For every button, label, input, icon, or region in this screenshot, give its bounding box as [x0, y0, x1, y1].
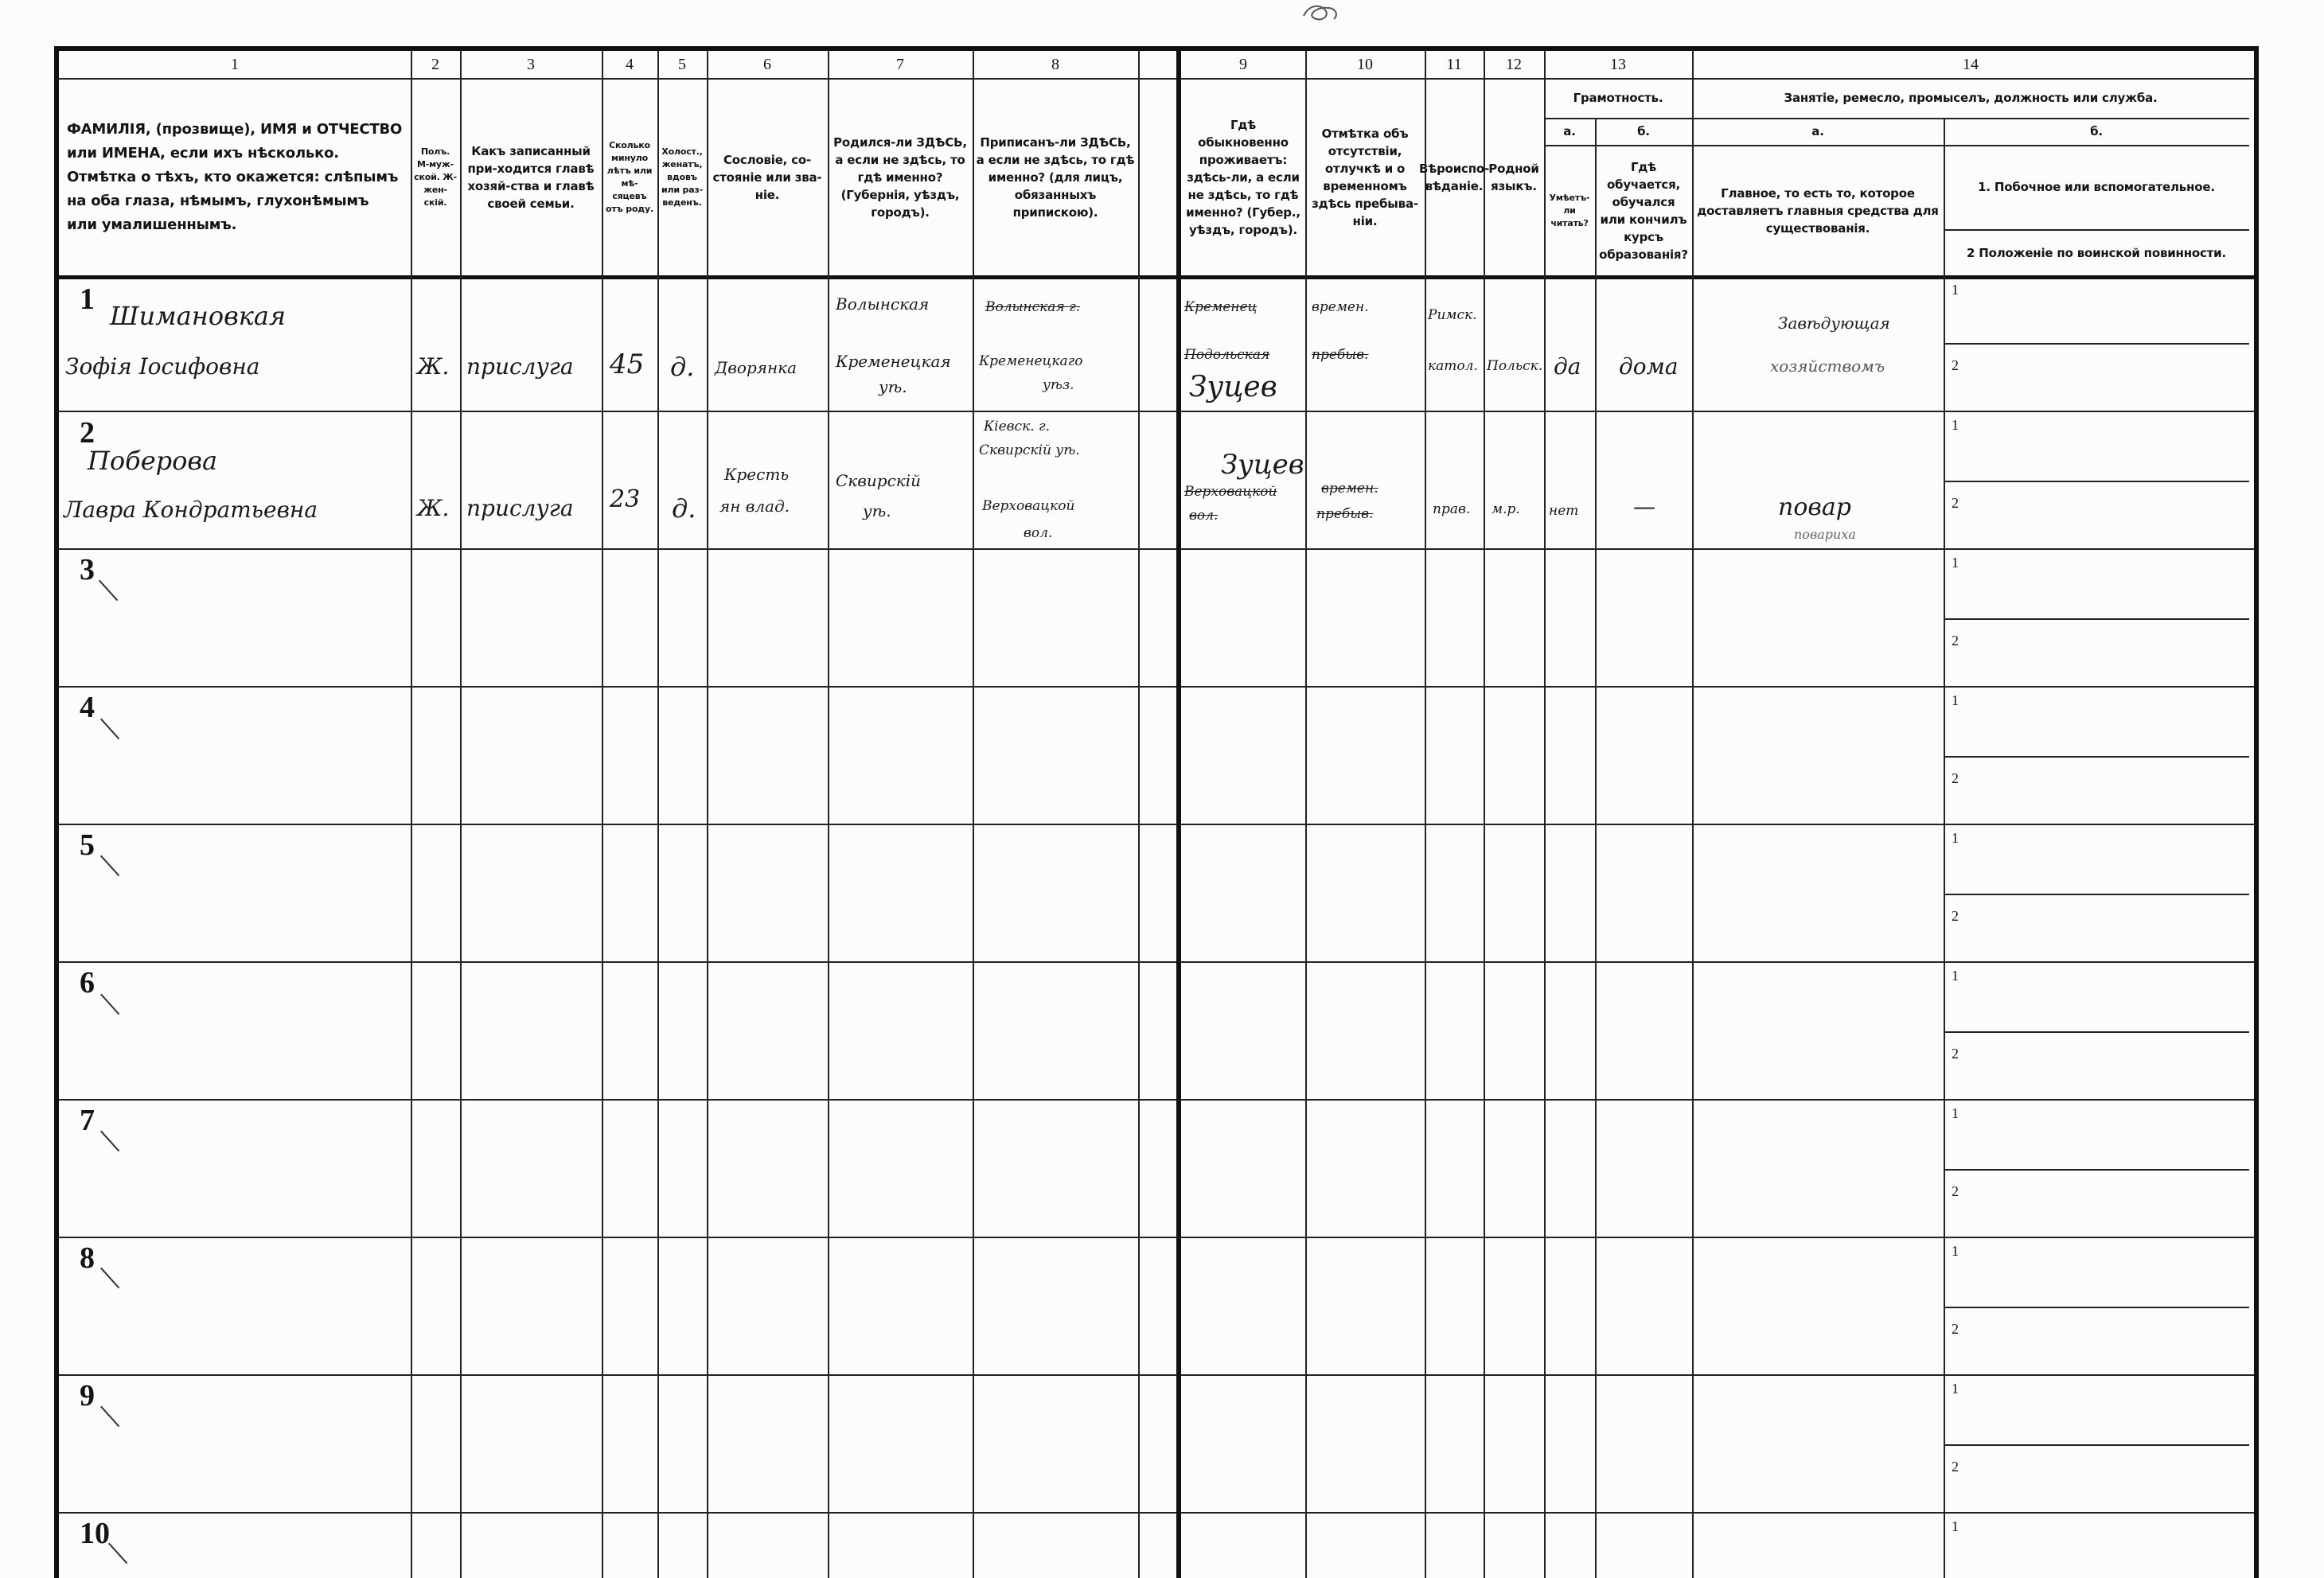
entry2-registered-line1: Кіевск. г.: [984, 419, 1051, 434]
sub-label-r9-2: 2: [1952, 1459, 1959, 1475]
col-number-5: 5: [678, 56, 686, 73]
entry2-born-line2: уѣ.: [863, 501, 891, 520]
entry2-sex: Ж.: [417, 495, 450, 521]
entry2-surname: Поберова: [88, 446, 218, 476]
row-number-1: 1: [80, 282, 95, 316]
header-col14b-label: б.: [2090, 124, 2103, 138]
table-header: [59, 78, 2254, 277]
sub-label-r8-2: 2: [1952, 1321, 1959, 1337]
entry2-relation: прислуга: [466, 495, 574, 521]
entry1-sex: Ж.: [417, 353, 450, 380]
header-col14a-main: Главное, то есть то, которое доставляетъ главныя средства для существованія.: [1697, 186, 1939, 236]
header-col13a-label: а.: [1563, 124, 1576, 138]
entry1-marital: д.: [670, 352, 695, 382]
entry2-registered-line2: Сквирскій уѣ.: [979, 442, 1080, 458]
header-col14-occupation: Занятіе, ремесло, промыселъ, должность или служба.: [1784, 91, 2158, 105]
entry1-born-line1: Волынская: [836, 294, 930, 314]
sub-label-r2-1: 1: [1952, 417, 1959, 433]
entry1-relation: прислуга: [466, 353, 574, 380]
entry2-registered-line3: Верховацкой: [982, 498, 1075, 514]
sub-label-r5-1: 1: [1952, 830, 1959, 846]
sub-label-r4-2: 2: [1952, 770, 1959, 786]
sub-label-r6-2: 2: [1952, 1046, 1959, 1062]
entry1-absence-line2: пребыв.: [1312, 347, 1369, 363]
entry1-literate: да: [1554, 353, 1581, 380]
entry1-language: Польск.: [1487, 358, 1543, 374]
header-col14b-secondary: 1. Побочное или вспомогательное.: [1978, 180, 2215, 194]
column-number-band: [59, 51, 2254, 78]
entry2-absence-line1: времен.: [1321, 481, 1378, 497]
entry2-registered-line4: вол.: [1024, 525, 1053, 541]
header-col1-name: ФАМИЛІЯ, (прозвище), ИМЯ и ОТЧЕСТВО или ИМЕНА, если ихъ нѣсколько. Отмѣтка о тѣхъ, кто окажется: слѣпымъ на оба глаза, нѣмымъ, глухонѣмымъ или умалишеннымъ.: [67, 121, 403, 233]
header-col4-age: Сколько минуло лѣтъ или мѣ-сяцевъ отъ роду.: [606, 140, 653, 214]
header-col9-residence: Гдѣ обыкновенно проживаетъ: здѣсь-ли, а если не здѣсь, то гдѣ именно? (Губер., уѣздъ, городъ).: [1186, 118, 1300, 237]
header-col13a-reads: Умѣетъ-ли читать?: [1549, 193, 1590, 228]
header-col14a-label: а.: [1811, 124, 1824, 138]
entry2-estate-line1: Кресть: [724, 465, 790, 484]
entry2-born-line1: Сквирскій: [836, 471, 921, 490]
sub-label-r8-1: 1: [1952, 1243, 1959, 1259]
entry1-registered-line2: Кременецкаго: [979, 353, 1083, 369]
sub-label-r7-2: 2: [1952, 1183, 1959, 1199]
header-col13b-label: б.: [1637, 124, 1650, 138]
sub-label-r7-1: 1: [1952, 1105, 1959, 1121]
row-number-6: 6: [80, 966, 95, 999]
entry2-residence-line3: вол.: [1189, 508, 1219, 524]
entry2-residence-line1: Зуцев: [1221, 449, 1304, 481]
entry2-age: 23: [610, 485, 641, 513]
col-number-14: 14: [1963, 56, 1979, 73]
sub-label-r3-2: 2: [1952, 633, 1959, 649]
row-number-9: 9: [80, 1379, 95, 1412]
entry1-education: дома: [1619, 353, 1679, 380]
entry1-religion-line1: Римск.: [1428, 307, 1477, 323]
row-number-2: 2: [80, 416, 95, 450]
col-number-7: 7: [896, 56, 904, 73]
sub-label-r1-2: 2: [1952, 357, 1959, 373]
sub-label-r5-2: 2: [1952, 908, 1959, 924]
row-number-4: 4: [80, 691, 95, 724]
sub-label-r2-2: 2: [1952, 495, 1959, 511]
census-form-table: [54, 46, 2259, 1578]
row-number-7: 7: [80, 1104, 95, 1137]
header-col5-marital: Холост., женатъ, вдовъ или раз-веденъ.: [661, 146, 703, 208]
col-number-4: 4: [626, 56, 634, 73]
row-number-5: 5: [80, 828, 95, 862]
header-col11-religion: Вѣроиспо-вѣданіе.: [1419, 162, 1490, 193]
entry1-given-name: Зофія Іосифовна: [65, 353, 260, 380]
header-col10-absence: Отмѣтка объ отсутствіи, отлучкѣ и о временномъ здѣсь пребыва-ніи.: [1312, 127, 1418, 228]
header-col6-estate: Сословіе, со-стояніе или зва-ніе.: [712, 153, 822, 202]
header-col12-language: Родной языкъ.: [1488, 162, 1539, 193]
header-col2-sex: Полъ. М-муж-ской. Ж-жен-скій.: [414, 146, 457, 208]
header-col13-literacy: Грамотность.: [1573, 91, 1663, 105]
entry2-literate: нет: [1549, 503, 1579, 519]
col-number-2: 2: [431, 56, 439, 73]
col-number-6: 6: [763, 56, 771, 73]
col-number-11: 11: [1446, 56, 1462, 73]
entry2-language: м.р.: [1491, 501, 1520, 517]
entry2-occupation-line1: повар: [1778, 493, 1851, 521]
entry2-absence-line2: пребыв.: [1316, 506, 1374, 522]
header-col13b-education: Гдѣ обучается, обучался или кончилъ курсъ образованія?: [1599, 160, 1688, 262]
stamp-flourish-mark: [1297, 0, 1345, 25]
entry1-residence-line3: Зуцев: [1189, 371, 1277, 403]
header-col8-registration: Приписанъ-ли ЗДѢСЬ, а если не здѣсь, то гдѣ именно? (для лицъ, обязанныхъ припискою).: [976, 135, 1135, 220]
entry1-surname: Шимановкая: [110, 301, 287, 331]
row-number-3: 3: [80, 553, 95, 586]
entry1-registered-line1: Волынская г.: [985, 299, 1081, 315]
row-number-10: 10: [80, 1517, 110, 1550]
entry1-residence-line1: Кременец: [1184, 299, 1258, 315]
entry1-occupation-line1: Завѣдующая: [1778, 314, 1890, 333]
entry1-religion-line2: катол.: [1428, 358, 1478, 374]
sub-label-r1-1: 1: [1952, 282, 1959, 298]
entry1-age: 45: [610, 349, 645, 380]
col-number-9: 9: [1239, 56, 1247, 73]
entry1-estate: Дворянка: [715, 358, 797, 377]
row-number-8: 8: [80, 1241, 95, 1275]
entry1-absence-line1: времен.: [1312, 299, 1369, 315]
sub-label-r4-1: 1: [1952, 692, 1959, 708]
header-col7-birthplace: Родился-ли ЗДѢСЬ, а если не здѣсь, то гдѣ именно? (Губернія, уѣздъ, городъ).: [833, 135, 967, 220]
sub-label-r10-1: 1: [1952, 1518, 1959, 1534]
col-number-8: 8: [1051, 56, 1059, 73]
header-col14b-military: 2 Положеніе по воинской повинности.: [1967, 246, 2226, 260]
col-number-12: 12: [1506, 56, 1522, 73]
entry2-marital: д.: [672, 493, 696, 524]
entry2-given-name: Лавра Кондратьевна: [64, 497, 318, 523]
entry1-born-line3: уѣ.: [879, 377, 907, 396]
entry2-residence-line2: Верховацкой: [1184, 484, 1277, 500]
header-col3-relation: Какъ записанный при-ходится главѣ хозяй-ства и главѣ своей семьи.: [467, 144, 595, 211]
col-number-10: 10: [1357, 56, 1373, 73]
entry2-estate-line2: ян влад.: [719, 497, 790, 516]
entry1-residence-line2: Подольская: [1184, 347, 1270, 363]
entry1-registered-line3: уѣз.: [1043, 377, 1074, 393]
col-number-13: 13: [1610, 56, 1626, 73]
entry2-occupation-line2: повариха: [1794, 527, 1856, 542]
sub-label-r3-1: 1: [1952, 555, 1959, 571]
entry2-religion: прав.: [1433, 501, 1471, 517]
sub-label-r6-1: 1: [1952, 968, 1959, 984]
entry1-occupation-line2: хозяйствомъ: [1770, 357, 1885, 376]
col-number-3: 3: [527, 56, 535, 73]
col-number-1: 1: [231, 56, 239, 73]
entry2-education: —: [1633, 493, 1655, 520]
entry1-born-line2: Кременецкая: [836, 352, 951, 371]
sub-label-r9-1: 1: [1952, 1381, 1959, 1397]
